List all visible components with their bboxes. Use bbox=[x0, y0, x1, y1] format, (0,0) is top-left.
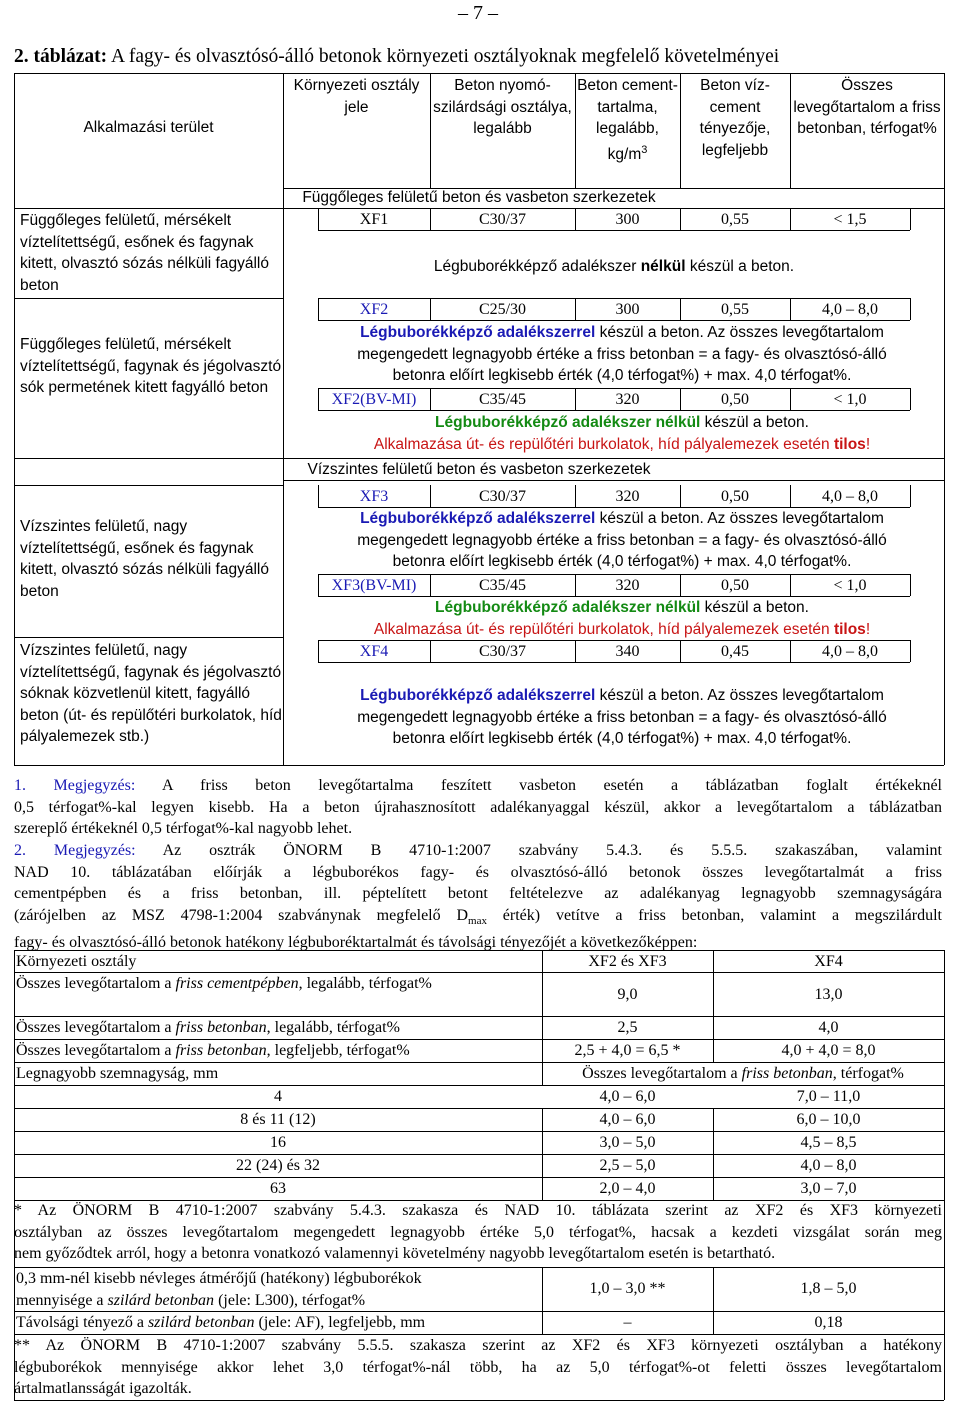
t2-grain-air-c: , térfogat% bbox=[832, 1065, 904, 1082]
note-1-label: 1. Megjegyzés: bbox=[14, 777, 136, 794]
note-2-text4a: (zárójelben az MSZ 4798-1:2004 szabványnak megfelelő D bbox=[14, 906, 469, 924]
xf2bv-cement: 320 bbox=[615, 391, 640, 408]
t2-af-xf23: – bbox=[623, 1314, 632, 1331]
grain-size: 22 (24) és 32 bbox=[236, 1157, 320, 1174]
section-vertical: Függőleges felületű beton és vasbeton szerkezetek bbox=[302, 189, 656, 206]
xf3-note bbox=[300, 508, 944, 573]
t2-row-af-c: (jele: AF), legfeljebb, mm bbox=[254, 1314, 426, 1331]
note-1-line1 bbox=[14, 775, 942, 797]
t2-min-xf4: 4,0 bbox=[818, 1019, 839, 1036]
t2-row-min bbox=[16, 1017, 400, 1039]
table-number: 2. táblázat: bbox=[14, 46, 108, 67]
xf3bv-note-warning bbox=[300, 619, 944, 641]
t2-max-xf23: 2,5 + 4,0 = 6,5 * bbox=[574, 1042, 681, 1059]
xf2bv-note-line1 bbox=[300, 412, 944, 434]
xf1-note-a: Légbuborékképző adalékszer bbox=[433, 258, 641, 275]
table-title-text: A fagy- és olvasztósó-álló betonok környezeti osztályoknak megfelelő követelményei bbox=[107, 46, 780, 67]
xf4-note-line1 bbox=[300, 685, 944, 707]
grain-xf23: 4,0 – 6,0 bbox=[599, 1088, 656, 1105]
xf3bv-wc: 0,50 bbox=[721, 577, 749, 594]
xf1-air: < 1,5 bbox=[833, 211, 867, 228]
xf2bv-warning-a: Alkalmazása út- és repülőtéri burkolatok, híd pályalemezek esetén bbox=[373, 435, 834, 453]
t2-row-l300-b1: mennyisége a bbox=[16, 1291, 108, 1309]
t2-row-paste-b: friss cementpépben bbox=[175, 975, 299, 992]
t2-row-l300 bbox=[16, 1268, 536, 1311]
xf4-cement: 340 bbox=[615, 643, 640, 660]
t2-header-class: Környezeti osztály bbox=[16, 953, 137, 970]
xf3bv-strength: C35/45 bbox=[478, 577, 527, 594]
header-wc: Beton víz-cement tényezője, legfeljebb bbox=[699, 77, 771, 159]
xf3bv-warning-b: tilos bbox=[833, 620, 866, 638]
xf3-note-line1 bbox=[300, 508, 944, 530]
note-2-text1: Az osztrák ÖNORM B 4710-1:2007 szabvány 5.4.3. és 5.5.5. szakaszában, valamint bbox=[162, 842, 943, 859]
note-1 bbox=[14, 775, 942, 840]
t2-l300-xf4: 1,8 – 5,0 bbox=[800, 1280, 857, 1297]
double-star-line3: ártalmatlansságát igazolták. bbox=[14, 1380, 192, 1397]
star-note-line1: * Az ÖNORM B 4710-1:2007 szabvány 5.4.3. szakasza és NAD 10. táblázata szerint az XF2 és XF3 környezeti bbox=[14, 1202, 942, 1219]
t2-header-xf4: XF4 bbox=[814, 953, 843, 970]
grain-xf23: 2,5 – 5,0 bbox=[599, 1157, 656, 1174]
xf1-note-c: készül a beton. bbox=[685, 258, 795, 275]
t2-row-af bbox=[16, 1312, 425, 1334]
t2-row-l300-b bbox=[16, 1290, 536, 1312]
star-note-line3: nem győződtek arról, hogy a betonra vonatkozó valamennyi követelmény nagyobb levegőtartalom esetén is betartható. bbox=[14, 1245, 776, 1262]
xf3-strength: C30/37 bbox=[478, 488, 527, 505]
t2-row-min-c: , legalább, térfogat% bbox=[266, 1019, 400, 1036]
t2-row-l300-a: 0,3 mm-nél kisebb névleges átmérőjű (hatékony) légbuborékok bbox=[16, 1270, 422, 1287]
header-air: Összes levegőtartalom a friss betonban, térfogat% bbox=[793, 77, 941, 137]
xf2bv-strength: C35/45 bbox=[478, 391, 527, 408]
xf3bv-cement: 320 bbox=[615, 577, 640, 594]
t2-row-l300-b3: (jele: L300), térfogat% bbox=[214, 1291, 366, 1309]
t2-grain-air-a: Összes levegőtartalom a bbox=[582, 1065, 742, 1082]
xf3bv-note-without: Légbuborékképző adalékszer nélkül bbox=[435, 599, 701, 616]
xf4-strength: C30/37 bbox=[478, 643, 527, 660]
note-2-line4 bbox=[14, 905, 942, 933]
xf4-note bbox=[300, 685, 944, 750]
section-horizontal: Vízszintes felületű beton és vasbeton szerkezetek bbox=[307, 461, 651, 478]
xf3bv-air: < 1,0 bbox=[833, 577, 867, 594]
grain-xf4: 4,5 – 8,5 bbox=[800, 1134, 857, 1151]
xf3-air: 4,0 – 8,0 bbox=[822, 488, 878, 505]
xf4-class: XF4 bbox=[359, 643, 389, 660]
t2-header-xf23: XF2 és XF3 bbox=[588, 953, 667, 970]
t2-row-max bbox=[16, 1040, 410, 1062]
xf2bv-note bbox=[300, 412, 944, 455]
grain-xf4: 7,0 – 11,0 bbox=[796, 1088, 861, 1105]
xf2-air: 4,0 – 8,0 bbox=[822, 301, 878, 318]
xf2-note-with: Légbuborékképző adalékszerrel bbox=[360, 324, 596, 341]
xf1-class: XF1 bbox=[359, 211, 389, 228]
xf3-note-line2: megengedett legnagyobb értéke a friss betonban = a fagy- és olvasztósó-álló bbox=[357, 531, 887, 549]
area-horizontal-no-salt: Vízszintes felületű, nagy víztelítettségű, esőnek és fagynak kitett, olvasztó sózás nélküli fagyálló beton bbox=[20, 518, 269, 600]
t2-row-paste-a: Összes levegőtartalom a bbox=[16, 975, 176, 992]
xf3-cement: 320 bbox=[615, 488, 640, 505]
xf2bv-class: XF2(BV-MI) bbox=[331, 391, 417, 408]
t2-row-min-a: Összes levegőtartalom a bbox=[16, 1019, 176, 1036]
grain-size: 16 bbox=[270, 1134, 286, 1151]
t2-paste-xf23: 9,0 bbox=[617, 986, 638, 1003]
area-horizontal-salt: Vízszintes felületű, nagy víztelítettségű, fagynak és jégolvasztó sóknak közvetlenül kitett, fagyálló beton (út- és repülőtéri burkolatok, híd pályalemezek stb.) bbox=[20, 642, 282, 745]
table-title bbox=[14, 46, 779, 68]
xf2bv-note-rest: készül a beton. bbox=[700, 414, 809, 431]
header-cement-text: Beton cement-tartalma, legalább, kg/m bbox=[577, 77, 678, 163]
xf4-note-line2: megengedett legnagyobb értéke a friss betonban = a fagy- és olvasztósó-álló bbox=[357, 708, 887, 726]
header-cement-sup: 3 bbox=[641, 143, 648, 156]
xf2bv-warning-b: tilos bbox=[833, 435, 866, 453]
xf2-strength: C25/30 bbox=[478, 301, 527, 318]
double-star-line1: ** Az ÖNORM B 4710-1:2007 szabvány 5.5.5. szakasza szerint az XF2 és XF3 környezeti osztályban a hatékony bbox=[14, 1337, 942, 1354]
xf2-cement: 300 bbox=[615, 301, 640, 318]
xf4-wc: 0,45 bbox=[721, 643, 749, 660]
xf2-note-with-rest: készül a beton. Az összes levegőtartalom bbox=[595, 324, 884, 341]
t2-min-xf23: 2,5 bbox=[617, 1019, 638, 1036]
xf3-wc: 0,50 bbox=[721, 488, 749, 505]
header-strength: Beton nyomó-szilárdsági osztálya, legalább bbox=[433, 77, 572, 137]
note-2-sub: max bbox=[468, 914, 487, 927]
xf4-note-line3: betonra előírt legkisebb érték (4,0 térfogat%) + max. 4,0 térfogat%. bbox=[392, 730, 852, 747]
xf3-note-line3: betonra előírt legkisebb érték (4,0 térfogat%) + max. 4,0 térfogat%. bbox=[392, 553, 852, 570]
grain-size: 8 és 11 (12) bbox=[240, 1111, 316, 1128]
grain-xf4: 6,0 – 10,0 bbox=[796, 1111, 861, 1128]
double-star-note bbox=[14, 1335, 942, 1400]
note-2-line2: NAD 10. táblázatában előírják a légbuborékos fagy- és olvasztósó-álló betonok összes levegőtartalmát a friss bbox=[14, 863, 942, 881]
t2-row-paste bbox=[16, 973, 436, 995]
xf3bv-note-line1 bbox=[300, 597, 944, 619]
grain-xf4: 4,0 – 8,0 bbox=[800, 1157, 857, 1174]
t2-row-max-a: Összes levegőtartalom a bbox=[16, 1042, 176, 1059]
xf4-air: 4,0 – 8,0 bbox=[822, 643, 878, 660]
double-star-line2: légbuborékok mennyisége akkor lehet 3,0 térfogat%-nál több, ha az 5,0 térfogat%-ot feletti összes levegőtartalom bbox=[14, 1358, 942, 1376]
area-vertical-salt: Függőleges felületű, mérsékelt víztelítettségű, fagynak és jégolvasztó sók permetének kitett fagyálló beton bbox=[20, 336, 282, 396]
grain-size: 63 bbox=[270, 1180, 286, 1197]
xf3bv-note bbox=[300, 597, 944, 640]
t2-row-af-b: szilárd betonban bbox=[147, 1314, 255, 1331]
t2-grain-air-b: friss betonban bbox=[741, 1065, 833, 1082]
note-2-label: 2. Megjegyzés: bbox=[14, 842, 136, 859]
xf2-wc: 0,55 bbox=[721, 301, 749, 318]
note-2-text4b: érték) vetítve a friss betonban, valamint a megszilárdult bbox=[486, 906, 942, 924]
star-note-line2: osztályban az összes levegőtartalom megengedett legnagyobb értéke 5,0 térfogat%, hacsak a kezdeti vizsgálat során meg bbox=[14, 1223, 942, 1241]
xf2-note-line1 bbox=[300, 322, 944, 344]
xf2-note-line2: megengedett legnagyobb értéke a friss betonban = a fagy- és olvasztósó-álló bbox=[357, 345, 887, 363]
t2-row-l300-b2: szilárd betonban bbox=[107, 1291, 215, 1309]
note-1-line2: 0,5 térfogat%-kal legyen kisebb. Ha a beton újrahasznosított adalékanyaggal készül, akkor a levegőtartalom a táblázatban bbox=[14, 798, 942, 816]
t2-row-af-a: Távolsági tényező a bbox=[16, 1314, 148, 1331]
t2-row-min-b: friss betonban bbox=[175, 1019, 267, 1036]
xf4-note-with: Légbuborékképző adalékszerrel bbox=[360, 687, 596, 704]
note-2-line3: cementpépben és a friss betonban, ill. péptelített betont feltételezve az adalékanyag legnagyobb szemnagyságára bbox=[14, 885, 942, 902]
xf2-note bbox=[300, 322, 944, 387]
note-2-line5: fagy- és olvasztósó-álló betonok hatékony légbuboréktartalmát és távolsági tényezőjét a következőképpen: bbox=[14, 934, 698, 952]
area-vertical-no-salt: Függőleges felületű, mérsékelt víztelítettségű, esőnek és fagynak kitett, olvasztó sózás nélküli fagyálló beton bbox=[20, 212, 269, 294]
header-cement bbox=[575, 75, 680, 165]
t2-l300-xf23: 1,0 – 3,0 ** bbox=[589, 1280, 666, 1297]
grain-size: 4 bbox=[274, 1088, 282, 1105]
grain-xf23: 4,0 – 6,0 bbox=[599, 1111, 656, 1128]
xf2bv-warning-c: ! bbox=[865, 435, 871, 453]
t2-row-max-c: , legfeljebb, térfogat% bbox=[266, 1042, 410, 1059]
t2-grain-air-header bbox=[542, 1063, 944, 1085]
t2-paste-xf4: 13,0 bbox=[814, 986, 843, 1003]
xf2bv-note-warning bbox=[300, 434, 944, 456]
xf3bv-class: XF3(BV-MI) bbox=[331, 577, 417, 594]
note-1-text1: A friss beton levegőtartalma feszített vasbeton esetén a táblázatban foglalt értékeknél bbox=[161, 777, 942, 794]
xf2-class: XF2 bbox=[359, 301, 389, 318]
xf3bv-note-rest: készül a beton. bbox=[700, 599, 809, 616]
xf2-note-line3: betonra előírt legkisebb érték (4,0 térfogat%) + max. 4,0 térfogat%. bbox=[392, 367, 852, 384]
xf2bv-air: < 1,0 bbox=[833, 391, 867, 408]
xf1-note-b: nélkül bbox=[640, 258, 686, 275]
xf3-note-with-rest: készül a beton. Az összes levegőtartalom bbox=[595, 510, 884, 527]
xf1-note bbox=[318, 256, 910, 278]
note-2-line1 bbox=[14, 840, 942, 862]
header-env-class: Környezeti osztály jele bbox=[293, 77, 420, 116]
t2-row-max-b: friss betonban bbox=[175, 1042, 267, 1059]
xf3bv-warning-c: ! bbox=[865, 620, 871, 638]
page-number: – 7 – bbox=[458, 2, 498, 24]
t2-max-xf4: 4,0 + 4,0 = 8,0 bbox=[781, 1042, 876, 1059]
star-note bbox=[14, 1200, 942, 1265]
grain-xf4: 3,0 – 7,0 bbox=[800, 1180, 857, 1197]
header-application-area: Alkalmazási terület bbox=[83, 119, 214, 136]
xf4-note-with-rest: készül a beton. Az összes levegőtartalom bbox=[595, 687, 884, 704]
note-2 bbox=[14, 840, 942, 954]
grain-xf23: 3,0 – 5,0 bbox=[599, 1134, 656, 1151]
xf1-strength: C30/37 bbox=[478, 211, 527, 228]
t2-grain-header: Legnagyobb szemnagyság, mm bbox=[16, 1065, 219, 1082]
xf3-note-with: Légbuborékképző adalékszerrel bbox=[360, 510, 596, 527]
xf3-class: XF3 bbox=[359, 488, 389, 505]
note-1-line3: szereplő értékeknél 0,5 térfogat%-kal nagyobb lehet. bbox=[14, 820, 353, 837]
xf1-wc: 0,55 bbox=[721, 211, 749, 228]
grain-xf23: 2,0 – 4,0 bbox=[599, 1180, 656, 1197]
xf2bv-wc: 0,50 bbox=[721, 391, 749, 408]
xf3bv-warning-a: Alkalmazása út- és repülőtéri burkolatok, híd pályalemezek esetén bbox=[373, 620, 834, 638]
t2-row-paste-c: , legalább, térfogat% bbox=[298, 975, 432, 992]
xf2bv-note-without: Légbuborékképző adalékszer nélkül bbox=[435, 414, 701, 431]
xf1-cement: 300 bbox=[615, 211, 640, 228]
t2-af-xf4: 0,18 bbox=[814, 1314, 843, 1331]
